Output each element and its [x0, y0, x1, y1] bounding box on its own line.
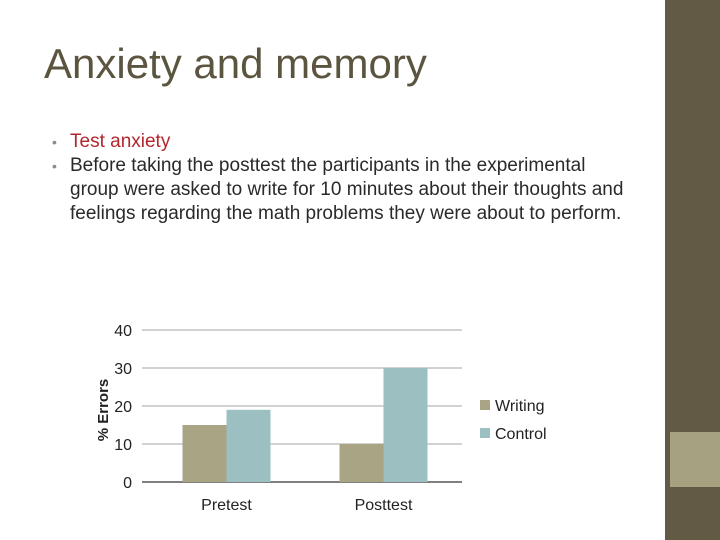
bar-control [384, 368, 428, 482]
slide-title: Anxiety and memory [44, 40, 427, 87]
bar-writing [340, 444, 384, 482]
legend-swatch [480, 400, 490, 410]
y-tick-label: 10 [114, 437, 132, 454]
x-tick-label: Posttest [354, 497, 413, 514]
bullet-item: • Test anxiety [52, 130, 632, 154]
x-tick-label: Pretest [201, 497, 252, 514]
y-tick-label: 0 [123, 475, 132, 492]
y-tick-label: 40 [114, 323, 132, 340]
legend-swatch [480, 428, 490, 438]
bar-control [227, 410, 271, 482]
legend-label: Control [495, 426, 547, 443]
y-tick-label: 30 [114, 361, 132, 378]
bullet-item: • Before taking the posttest the participants in the experimental group were asked to write for 10 minutes about their thoughts and feelings regarding the math problems they were about to perform. [52, 154, 632, 226]
bar-writing [183, 425, 227, 482]
y-axis-title: % Errors [95, 378, 112, 442]
y-tick-label: 20 [114, 399, 132, 416]
legend-label: Writing [495, 398, 545, 415]
